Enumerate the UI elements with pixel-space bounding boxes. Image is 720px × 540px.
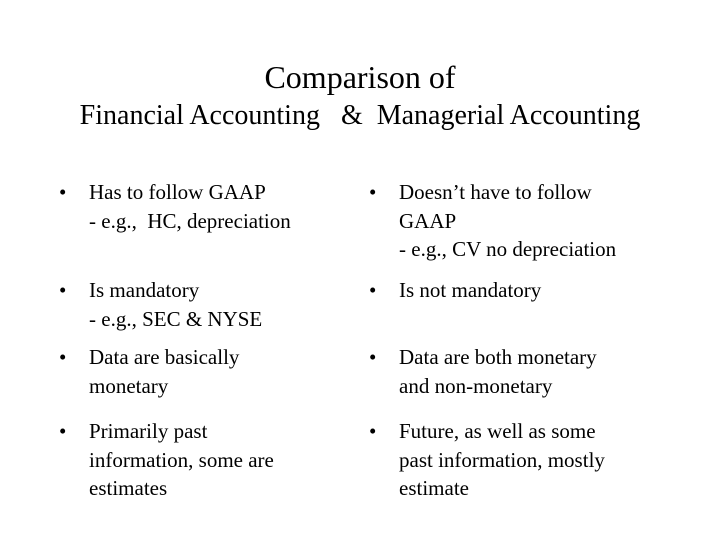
- bullet: •: [369, 278, 377, 302]
- item-line: monetary: [89, 373, 169, 398]
- bullet: •: [59, 419, 67, 443]
- slide-title: Comparison of: [264, 59, 456, 95]
- slide-subtitle: Financial Accounting & Managerial Accounting: [79, 100, 641, 131]
- financial-item-3: [59, 343, 239, 400]
- bullet: •: [369, 180, 377, 204]
- item-line: Has to follow GAAP: [89, 180, 266, 204]
- item-line: and non-monetary: [399, 373, 553, 398]
- item-line: - e.g., CV no depreciation: [399, 237, 617, 261]
- item-line: Data are both monetary: [399, 345, 597, 369]
- item-line: information, some are: [89, 447, 274, 472]
- item-line: - e.g., SEC & NYSE: [89, 306, 263, 331]
- managerial-item-4: [369, 417, 605, 503]
- bullet: •: [369, 419, 377, 443]
- financial-item-2: [59, 276, 262, 333]
- item-line: Is not mandatory: [399, 278, 542, 302]
- item-line: estimate: [399, 476, 469, 500]
- financial-item-4: [59, 417, 274, 503]
- item-line: Future, as well as some: [399, 419, 596, 443]
- managerial-item-1: [369, 178, 616, 264]
- bullet: •: [59, 345, 67, 369]
- item-line: Doesn’t have to follow: [399, 180, 592, 204]
- bullet: •: [59, 180, 67, 204]
- item-line: - e.g., HC, depreciation: [89, 208, 291, 233]
- item-line: past information, mostly: [399, 447, 605, 472]
- managerial-item-3: [369, 343, 597, 400]
- item-line: Primarily past: [89, 419, 208, 443]
- item-line: Is mandatory: [89, 278, 200, 302]
- managerial-item-2: [369, 276, 541, 305]
- item-line: Data are basically: [89, 345, 240, 369]
- item-line: estimates: [89, 476, 168, 500]
- financial-item-1: [59, 178, 291, 235]
- bullet: •: [59, 278, 67, 302]
- bullet: •: [369, 345, 377, 369]
- item-line: GAAP: [399, 208, 457, 233]
